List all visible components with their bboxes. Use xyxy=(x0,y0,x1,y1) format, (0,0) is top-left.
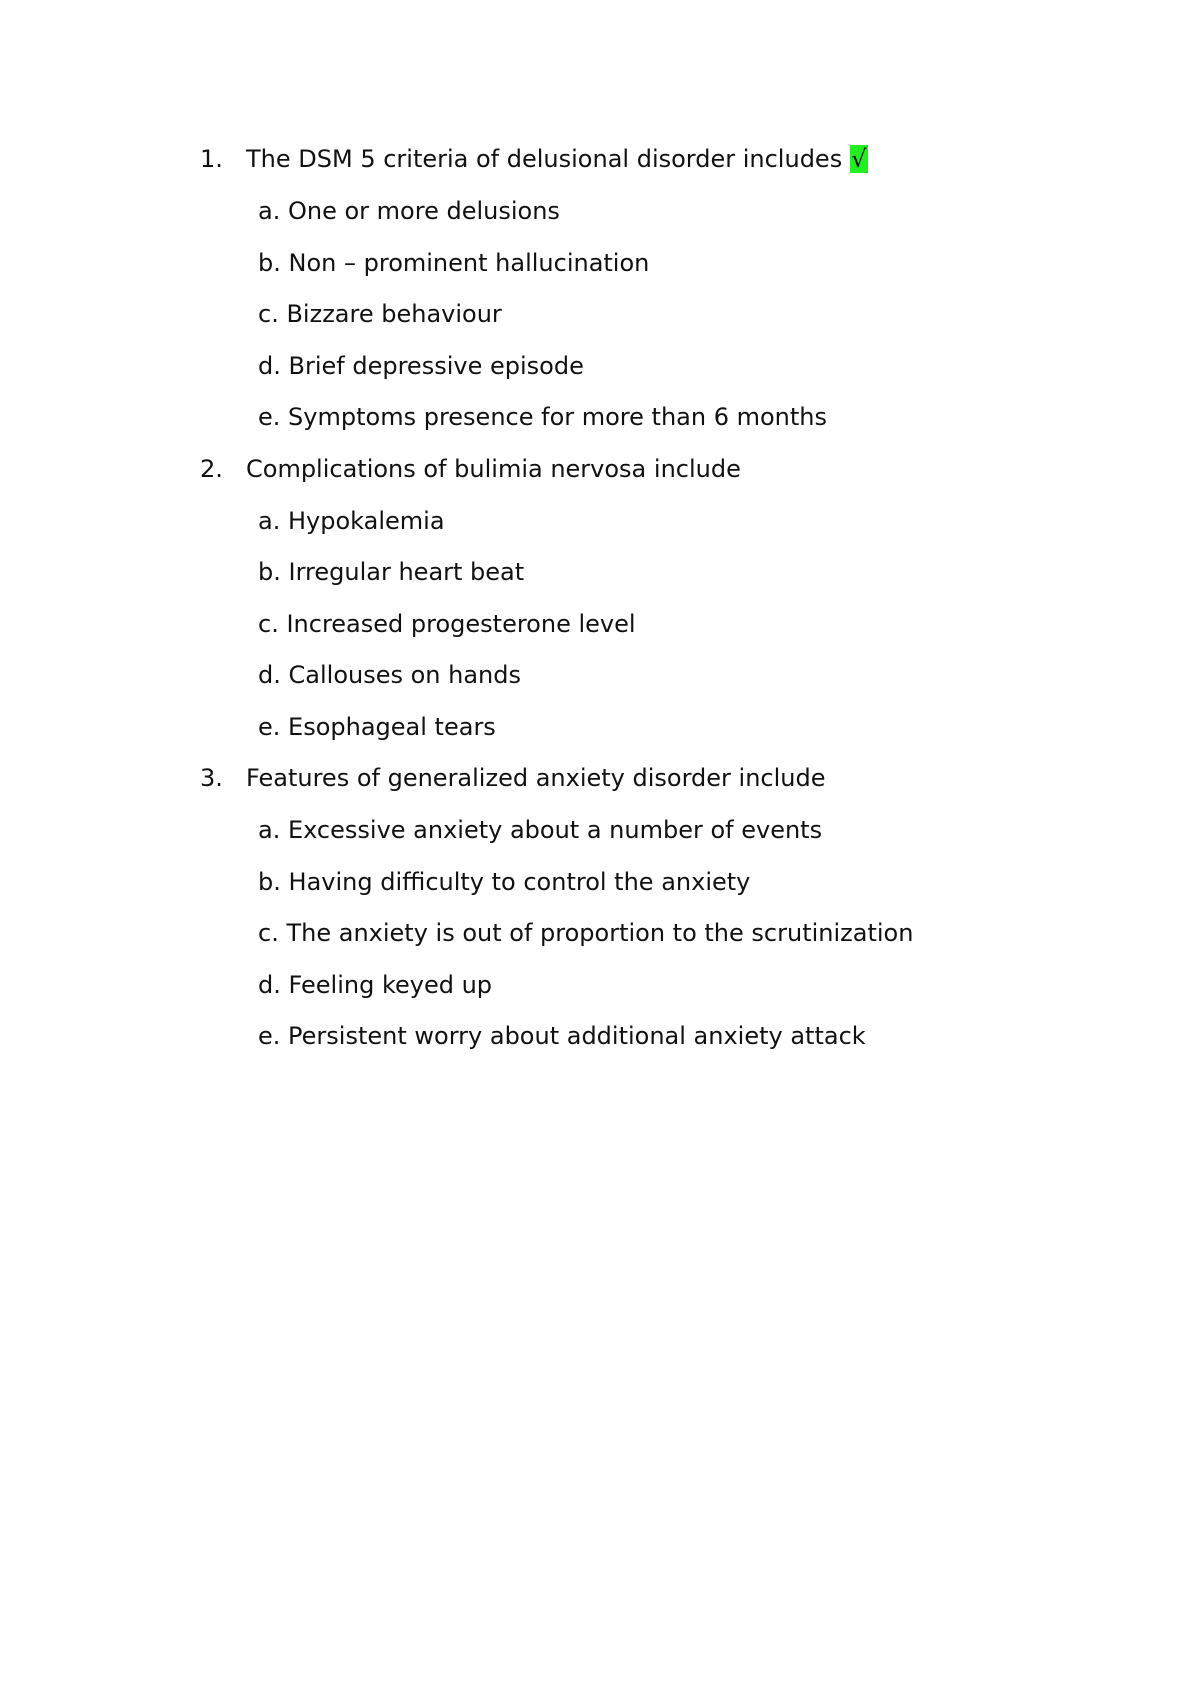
option-text: Non – prominent hallucination xyxy=(288,248,650,277)
option-text: Excessive anxiety about a number of events xyxy=(287,816,823,844)
option-letter: a. xyxy=(258,506,281,535)
option-item xyxy=(200,863,1160,915)
option-letter: b. xyxy=(258,248,281,277)
option-letter: e. xyxy=(258,712,281,741)
question-list xyxy=(200,140,1160,1069)
question-text: Complications of bulimia nervosa include xyxy=(246,454,741,483)
option-letter: e. xyxy=(258,1022,281,1050)
option-text: Bizzare behaviour xyxy=(286,300,502,328)
option-item xyxy=(200,1017,1160,1069)
option-text: Persistent worry about additional anxiety attack xyxy=(288,1022,866,1050)
question-text: The DSM 5 criteria of delusional disorder includes xyxy=(246,145,843,173)
option-letter: c. xyxy=(258,609,279,638)
option-text: Hypokalemia xyxy=(287,506,445,535)
option-text: Increased progesterone level xyxy=(286,609,636,638)
question-1 xyxy=(200,140,1160,450)
question-number: 2. xyxy=(200,454,223,483)
option-text: One or more delusions xyxy=(287,197,560,225)
option-text: Irregular heart beat xyxy=(288,558,525,586)
question-2 xyxy=(200,450,1160,760)
option-item xyxy=(200,708,1160,760)
option-item xyxy=(200,914,1160,966)
option-letter: d. xyxy=(258,970,281,999)
option-letter: b. xyxy=(258,558,281,586)
option-item xyxy=(200,966,1160,1018)
option-item xyxy=(200,811,1160,863)
option-text: Esophageal tears xyxy=(288,712,496,741)
option-item xyxy=(200,656,1160,708)
option-letter: a. xyxy=(258,816,281,844)
option-text: Having difficulty to control the anxiety xyxy=(288,867,751,896)
question-text: Features of generalized anxiety disorder include xyxy=(246,764,826,792)
option-text: Callouses on hands xyxy=(288,661,522,689)
option-text: Feeling keyed up xyxy=(288,970,493,999)
option-letter: a. xyxy=(258,197,281,225)
option-letter: d. xyxy=(258,661,281,689)
option-letter: b. xyxy=(258,867,281,896)
question-stem xyxy=(200,759,1160,811)
option-list xyxy=(200,502,1160,760)
question-number: 1. xyxy=(200,145,223,173)
option-letter: c. xyxy=(258,919,279,947)
option-text: Brief depressive episode xyxy=(288,351,584,380)
option-item xyxy=(200,398,1160,450)
option-letter: d. xyxy=(258,351,281,380)
option-item xyxy=(200,605,1160,657)
option-item xyxy=(200,244,1160,296)
option-list xyxy=(200,811,1160,1069)
option-letter: c. xyxy=(258,300,279,328)
highlighted-check-mark-icon: √ xyxy=(851,145,867,173)
option-text: The anxiety is out of proportion to the scrutinization xyxy=(286,919,914,947)
option-item xyxy=(200,502,1160,554)
option-item xyxy=(200,347,1160,399)
option-item xyxy=(200,295,1160,347)
option-item xyxy=(200,553,1160,605)
question-number: 3. xyxy=(200,764,223,792)
question-stem xyxy=(200,140,1160,192)
question-3 xyxy=(200,759,1160,1069)
option-item xyxy=(200,192,1160,244)
question-stem xyxy=(200,450,1160,502)
option-letter: e. xyxy=(258,403,281,431)
option-text: Symptoms presence for more than 6 months xyxy=(288,403,828,431)
option-list xyxy=(200,192,1160,450)
